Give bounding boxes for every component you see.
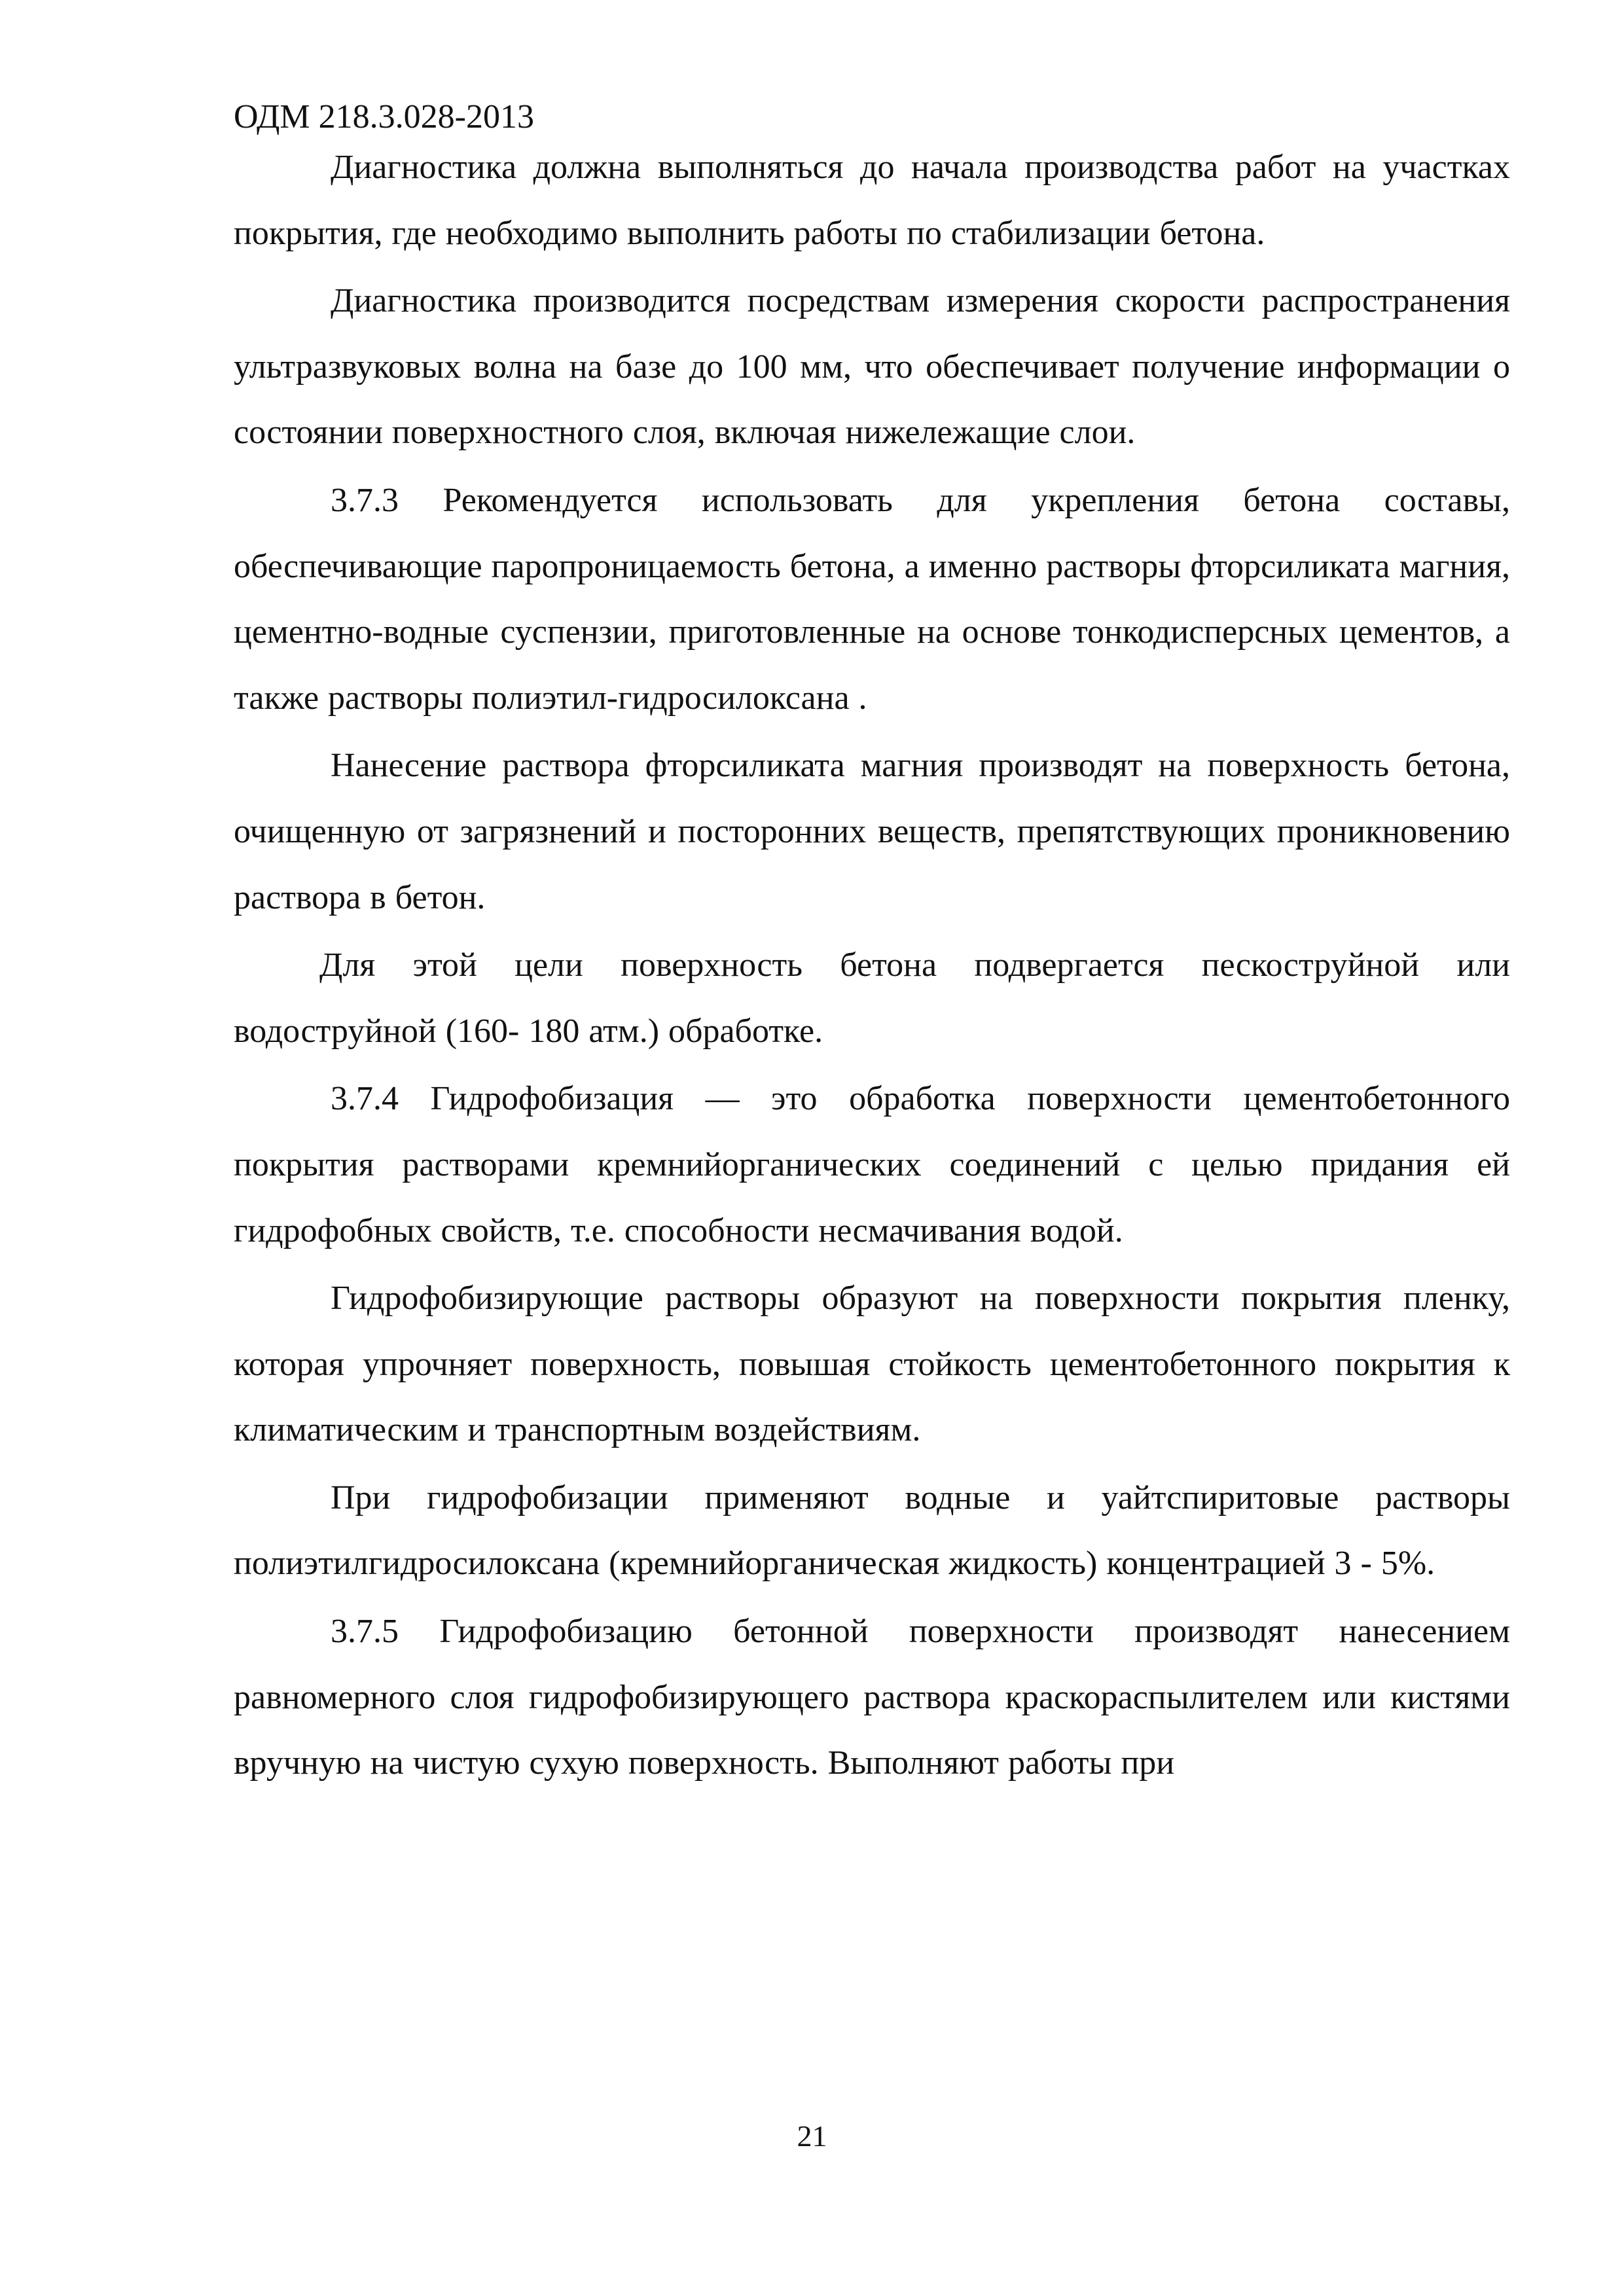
paragraph-fluorosilicate-application: Нанесение раствора фторсиликата магния производят на поверхность бетона, очищенную от загрязнений и посторонних веществ, препятствующих проникновению раствора в бетон. xyxy=(234,747,1510,916)
body-text xyxy=(234,135,1510,1799)
paragraph-hydrophobic-solutions: При гидрофобизации применяют водные и уайтспиритовые растворы полиэтилгидросилоксана (кремнийорганическая жидкость) концентрацией 3 - 5%. xyxy=(234,1479,1510,1583)
page-number: 21 xyxy=(797,2119,827,2153)
document-code-header: ОДМ 218.3.028-2013 xyxy=(234,98,534,135)
paragraph-diagnostics-method: Диагностика производится посредствам измерения скорости распространения ультразвуковых волна на базе до 100 мм, что обеспечивает получение информации о состоянии поверхностного слоя, включая нижележащие слои. xyxy=(234,282,1510,452)
paragraph-hydrophobic-film: Гидрофобизирующие растворы образуют на поверхности покрытия пленку, которая упрочняет поверхность, повышая стойкость цементобетонного покрытия к климатическим и транспортным воздействиям. xyxy=(234,1280,1510,1449)
paragraph-3-7-4: 3.7.4 Гидрофобизация — это обработка поверхности цементобетонного покрытия растворами кремнийорганических соединений с целью придания ей гидрофобных свойств, т.е. способности несмачивания водой. xyxy=(234,1080,1510,1249)
paragraph-3-7-3: 3.7.3 Рекомендуется использовать для укрепления бетона составы, обеспечивающие паропроницаемость бетона, а именно растворы фторсиликата магния, цементно-водные суспензии, приготовленные на основе тонкодисперсных цементов, а также растворы полиэтил-гидросилоксана . xyxy=(234,481,1510,717)
paragraph-diagnostics-timing: Диагностика должна выполняться до начала производства работ на участках покрытия, где необходимо выполнить работы по стабилизации бетона. xyxy=(234,149,1510,252)
paragraph-3-7-5: 3.7.5 Гидрофобизацию бетонной поверхности производят нанесением равномерного слоя гидрофобизирующего раствора краскораспылителем или кистями вручную на чистую сухую поверхность. Выполняют работы при xyxy=(234,1613,1510,1782)
paragraph-surface-blasting: Для этой цели поверхность бетона подвергается пескоструйной или водоструйной (160- 180 атм.) обработке. xyxy=(234,946,1510,1050)
